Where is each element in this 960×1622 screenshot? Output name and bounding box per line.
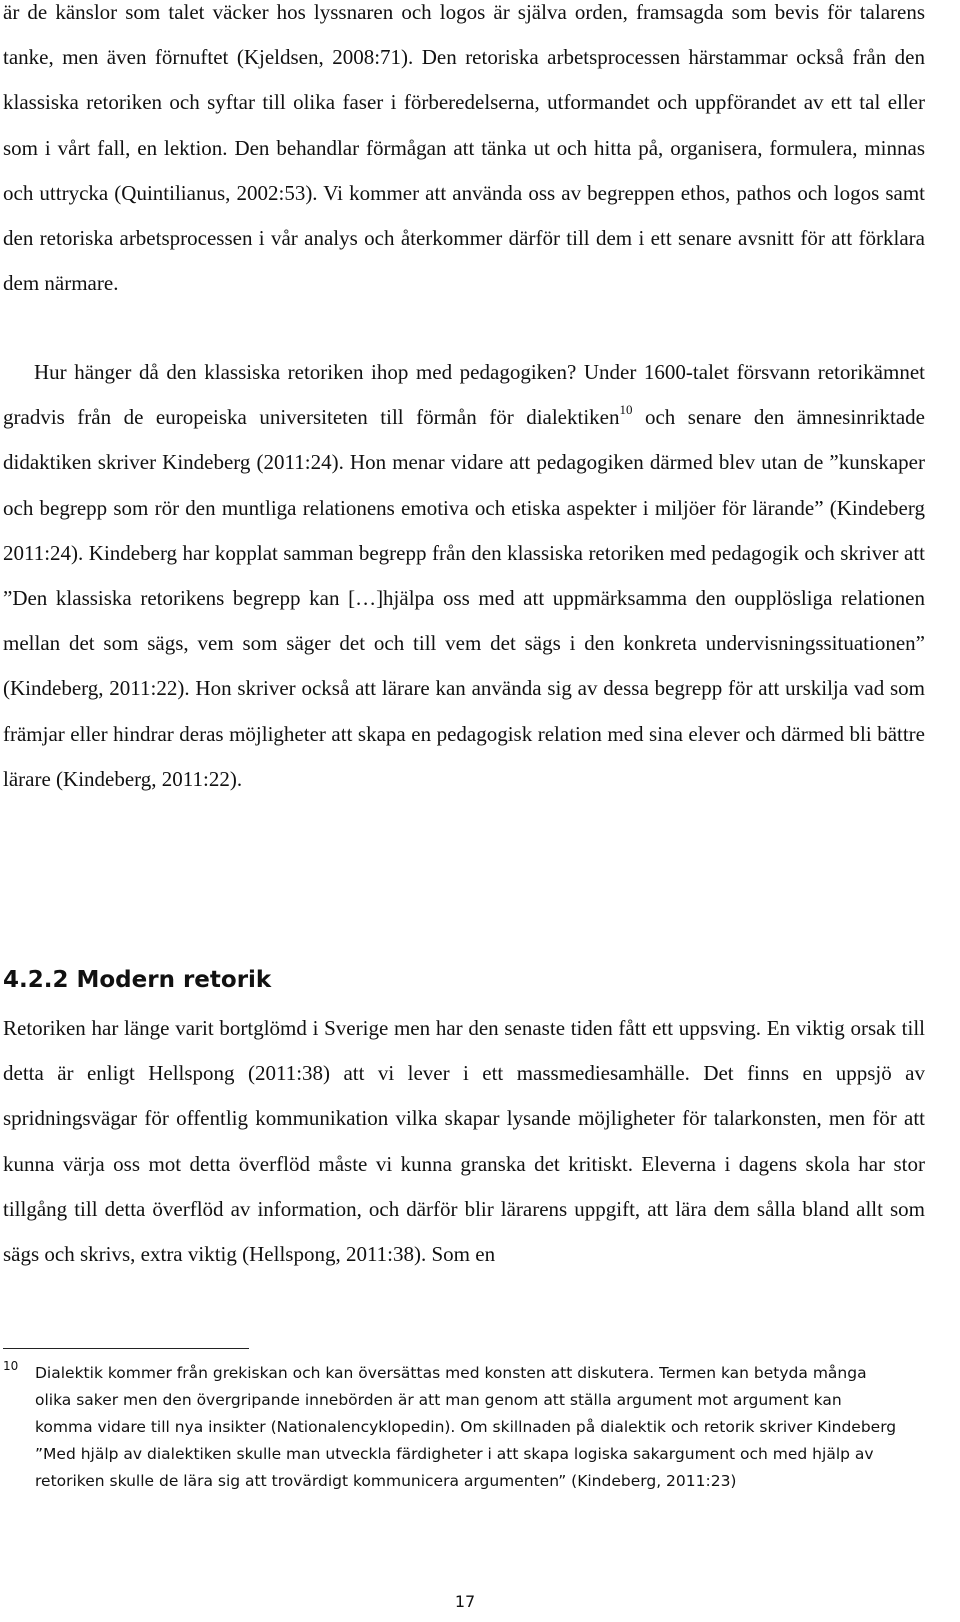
paragraph-text: Hur hänger då den klassiska retoriken ihop med pedagogiken? Under 1600-talet försvann retorikämnet gradvis från de europeiska universiteten till förmån för dialektiken (3, 360, 925, 430)
body-paragraph: är de känslor som talet väcker hos lyssnaren och logos är själva orden, framsagda som bevis för talarens tanke, men även förnuftet (Kjeldsen, 2008:71). Den retoriska arbetsprocessen härstammar också från den klassiska retoriken och syftar till olika faser i förberedelserna, utformandet och uppförandet av ett tal eller som i vårt fall, en lektion. Den behandlar förmågan att tänka ut och hitta på, organisera, formulera, minnas och uttrycka (Quintilianus, 2002:53). Vi kommer att använda oss av begreppen ethos, pathos och logos samt den retoriska arbetsprocessen i vår analys och återkommer därför till dem i ett senare avsnitt för att förklara dem närmare. (3, 0, 925, 296)
footnote (3, 1360, 903, 1495)
paragraph-text: och senare den ämnesinriktade didaktiken skriver Kindeberg (2011:24). Hon menar vidare att pedagogiken därmed blev utan de ”kunskaper och begrepp som rör den muntliga relationens emotiva och etiska aspekter i miljöer för lärande” (Kindeberg 2011:24). Kindeberg har kopplat samman begrepp från den klassiska retoriken med pedagogik och skriver att ”Den klassiska retorikens begrepp kan […]hjälpa oss med att uppmärksamma den oupplösliga relationen mellan det som sägs, vem som säger det och till vem det sägs i den konkreta undervisningssituationen” (Kindeberg, 2011:22). Hon skriver också att lärare kan använda sig av dessa begrepp för att urskilja vad som främjar eller hindrar deras möjligheter att skapa en pedagogisk relation med sina elever och därmed bli bättre lärare (Kindeberg, 2011:22). (3, 405, 925, 791)
footnote-separator (3, 1348, 249, 1349)
footnote-reference[interactable]: 10 (619, 402, 633, 418)
body-paragraph (3, 350, 925, 802)
page-number: 17 (454, 1592, 476, 1611)
body-paragraph: Retoriken har länge varit bortglömd i Sverige men har den senaste tiden fått ett uppsving. En viktig orsak till detta är enligt Hellspong (2011:38) att vi lever i ett massmediesamhälle. Det finns en uppsjö av spridningsvägar för offentlig kommunikation vilka skapar lysande möjligheter för talarkonsten, men för att kunna värja oss mot detta överflöd måste vi kunna granska det kritiskt. Eleverna i dagens skola har stor tillgång till detta överflöd av information, och därför blir lärarens uppgift, att lära dem sålla bland allt som sägs och skrivs, extra viktig (Hellspong, 2011:38). Som en (3, 1016, 925, 1267)
footnote-text: Dialektik kommer från grekiskan och kan översättas med konsten att diskutera. Termen kan betyda många olika saker men den övergripande innebörden är att man genom att ställa argument mot argument kan komma vidare till nya insikter (Nationalencyklopedin). Om skillnaden på dialektik och retorik skriver Kindeberg ”Med hjälp av dialektiken skulle man utveckla färdigheter i att skapa logiska sakargument och med hjälp av retoriken skulle de lära sig att trovärdigt kommunicera argumenten” (Kindeberg, 2011:23) (35, 1364, 897, 1490)
section-heading: 4.2.2 Modern retorik (3, 967, 272, 993)
footnote-number: 10 (3, 1359, 19, 1373)
